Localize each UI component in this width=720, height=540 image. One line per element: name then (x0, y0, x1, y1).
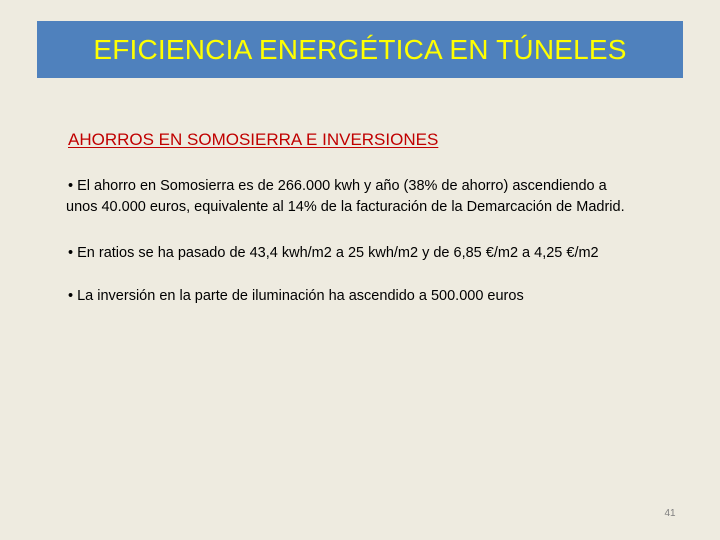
bullet-ratios-line-1: • En ratios se ha pasado de 43,4 kwh/m2 a 25 kwh/m2 y de 6,85 €/m2 a 4,25 €/m2 (68, 245, 599, 261)
title-banner (37, 21, 683, 78)
page-number: 41 (664, 508, 676, 519)
slide-content (66, 130, 713, 304)
bullet-investment (68, 286, 713, 307)
bullet-savings-line-2: unos 40.000 euros, equivalente al 14% de la facturación de la Demarcación de Madrid. (66, 199, 625, 215)
bullet-ratios (68, 243, 713, 264)
section-heading: AHORROS EN SOMOSIERRA E INVERSIONES (68, 130, 439, 149)
bullet-investment-line-1: • La inversión en la parte de iluminación ha ascendido a 500.000 euros (68, 288, 524, 304)
bullet-savings-line-1: • El ahorro en Somosierra es de 266.000 kwh y año (38% de ahorro) ascendiendo a (68, 178, 607, 194)
slide-title: EFICIENCIA ENERGÉTICA EN TÚNELES (93, 33, 627, 65)
bullet-savings (68, 176, 713, 218)
